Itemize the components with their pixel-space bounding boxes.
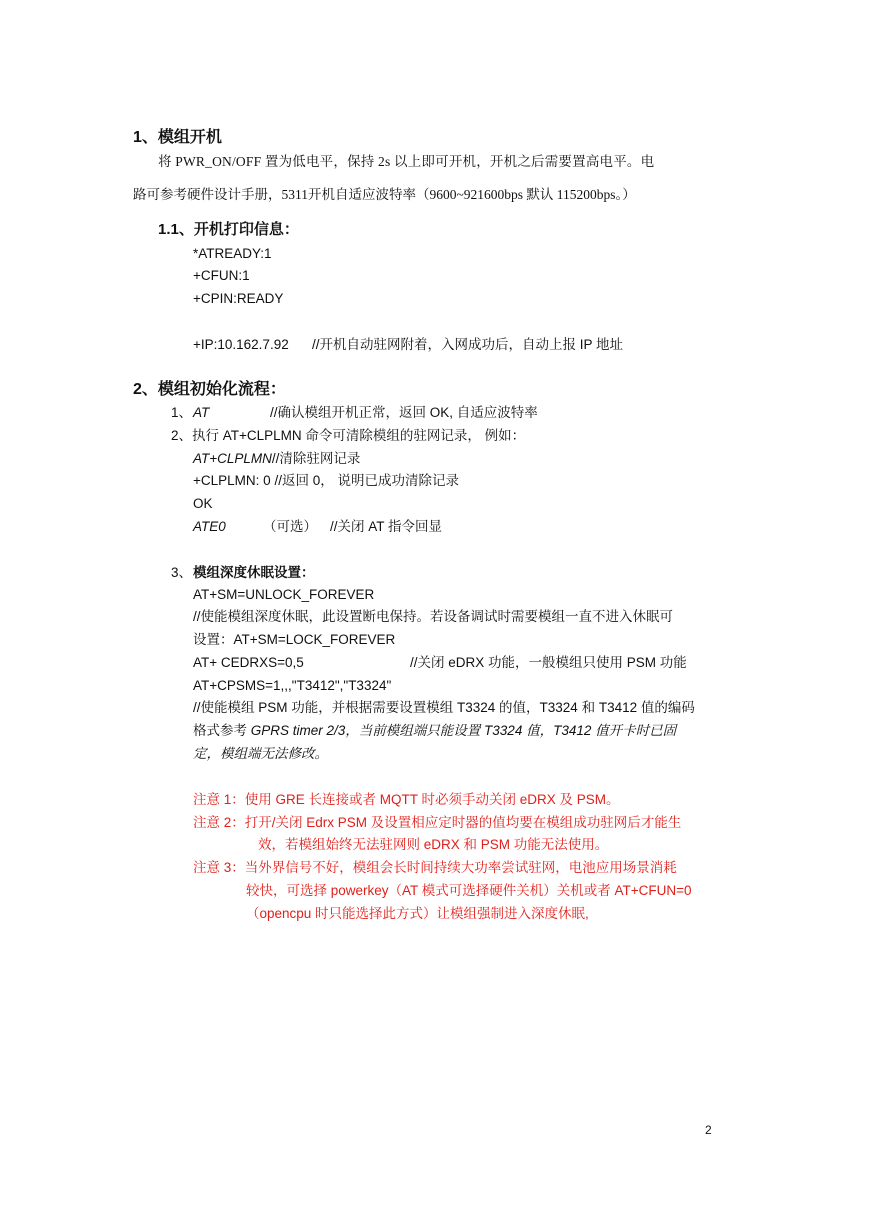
psm-desc-line2-italic: GPRS timer 2/3，当前模组端只能设置 T3324 值，T3412 值开卡时已固 bbox=[250, 723, 677, 738]
ip-line: +IP:10.162.7.92 bbox=[193, 337, 289, 352]
page-number: 2 bbox=[705, 1123, 712, 1137]
sm-command: AT+SM=UNLOCK_FOREVER bbox=[193, 587, 375, 602]
section2-heading: 2、模组初始化流程： bbox=[133, 381, 286, 398]
psm-desc-line3: 定，模组端无法修改。 bbox=[193, 746, 328, 761]
section3-heading: 模组深度休眠设置： bbox=[193, 565, 315, 580]
psm-desc-line1: //使能模组 PSM 功能，并根据需要设置模组 T3324 的值，T3324 和 T3412 值的编码 bbox=[193, 700, 695, 715]
section1-1-heading: 1.1、开机打印信息： bbox=[158, 221, 299, 238]
note-2-line2: 效，若模组始终无法驻网则 eDRX 和 PSM 功能无法使用。 bbox=[258, 837, 609, 852]
step1-number: 1、 bbox=[171, 405, 193, 420]
boot-line-3: +CPIN:READY bbox=[193, 291, 284, 306]
clplmn-return: +CLPLMN: 0 bbox=[193, 473, 271, 488]
step1-comment: //确认模组开机正常，返回 OK, 自适应波特率 bbox=[270, 405, 538, 420]
note-3-line2: 较快，可选择 powerkey（AT 模式可选择硬件关机）关机或者 AT+CFUN=0 bbox=[246, 883, 692, 898]
step2-text: 2、执行 AT+CLPLMN 命令可清除模组的驻网记录， 例如： bbox=[171, 428, 526, 443]
clplmn-command: AT+CLPLMN bbox=[193, 451, 272, 466]
note-3-line1: 注意 3：当外界信号不好，模组会长时间持续大功率尝试驻网，电池应用场景消耗 bbox=[193, 860, 677, 875]
note-3-line3: （opencpu 时只能选择此方式）让模组强制进入深度休眠, bbox=[246, 906, 589, 921]
note-1: 注意 1：使用 GRE 长连接或者 MQTT 时必须手动关闭 eDRX 及 PSM。 bbox=[193, 792, 620, 807]
section1-heading: 1、模组开机 bbox=[133, 129, 222, 146]
psm-desc-line2 bbox=[193, 721, 676, 741]
section1-para-line1: 将 PWR_ON/OFF 置为低电平，保持 2s 以上即可开机，开机之后需要置高电平。电 bbox=[158, 154, 655, 169]
ip-comment: //开机自动驻网附着，入网成功后，自动上报 IP 地址 bbox=[312, 337, 624, 352]
note-2-line1: 注意 2：打开/关闭 Edrx PSM 及设置相应定时器的值均要在模组成功驻网后才能生 bbox=[193, 815, 682, 830]
ate0-command: ATE0 bbox=[193, 519, 226, 534]
psm-desc-line2-prefix: 格式参考 bbox=[193, 723, 251, 738]
sm-desc-line2: 设置：AT+SM=LOCK_FOREVER bbox=[193, 632, 396, 647]
ate0-comment: //关闭 AT 指令回显 bbox=[330, 519, 443, 534]
cedrxs-command: AT+ CEDRXS=0,5 bbox=[193, 655, 304, 670]
ate0-optional: （可选） bbox=[263, 519, 317, 534]
clplmn-return-line bbox=[193, 471, 459, 491]
cpsms-command: AT+CPSMS=1,,,"T3412","T3324" bbox=[193, 678, 392, 693]
cedrxs-comment: //关闭 eDRX 功能，一般模组只使用 PSM 功能 bbox=[410, 655, 687, 670]
boot-line-1: *ATREADY:1 bbox=[193, 246, 272, 261]
boot-line-2: +CFUN:1 bbox=[193, 268, 250, 283]
sm-desc-line1: //使能模组深度休眠，此设置断电保持。若设备调试时需要模组一直不进入休眠可 bbox=[193, 609, 674, 624]
clplmn-line bbox=[193, 449, 360, 469]
clplmn-return-comment: //返回 0， 说明已成功清除记录 bbox=[274, 473, 459, 488]
section1-para-line2: 路可参考硬件设计手册，5311开机自适应波特率（9600~921600bps 默认 115200bps。） bbox=[133, 187, 636, 202]
step1-command: AT bbox=[193, 405, 210, 420]
section3-number: 3、 bbox=[171, 565, 193, 580]
ok-line: OK bbox=[193, 496, 213, 511]
clplmn-comment: //清除驻网记录 bbox=[271, 451, 361, 466]
